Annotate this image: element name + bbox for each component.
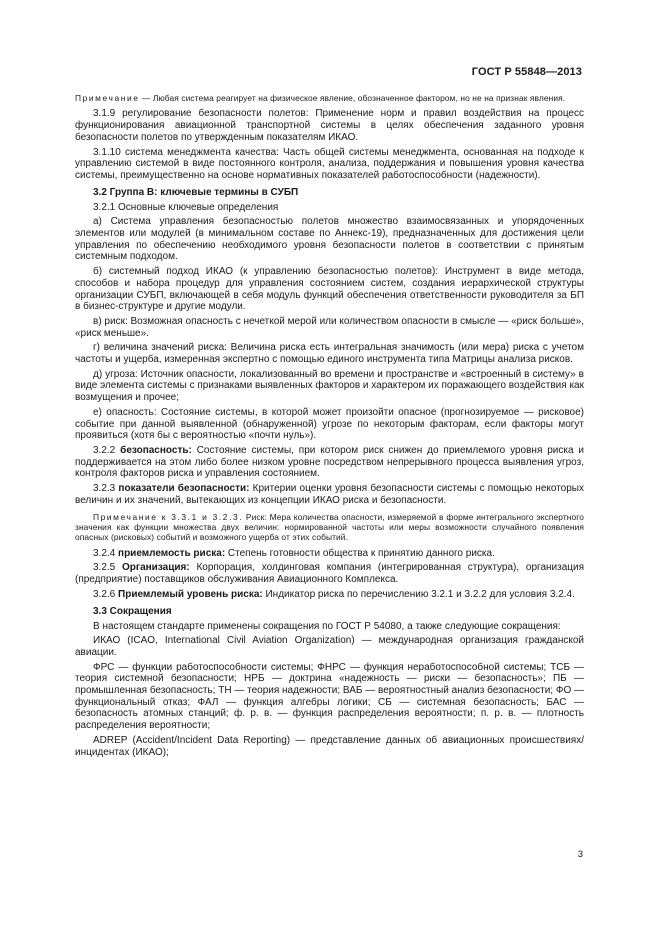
note-label: Примечание xyxy=(75,93,140,103)
page-number: 3 xyxy=(577,849,583,860)
note-label: Примечание к 3.3.1 и 3.2.3. xyxy=(93,511,244,522)
term-definition: Степень готовности общества к принятию данного риска. xyxy=(225,547,495,559)
note-text: — Любая система реагирует на физическое явление, обозначенное фактором, но не на признак явления. xyxy=(139,93,566,103)
list-item-d: д) угроза: Источник опасности, локализованный во времени и пространстве и «встроенный в систему» в виде элемента системы с признаками выявленных факторов и характером их поражающего воздействия как возмущения и прочее; xyxy=(75,368,584,404)
term-definition: Корпорация, холдинговая компания (интегрированная структура), организация (предприятие) поставщиков обслуживания Авиационного Комплекса. xyxy=(75,562,584,586)
definition-3-2-5 xyxy=(75,562,584,585)
abbreviation-icao: ИКАО (ICAO, International Civil Aviation Organization) — международная организация гражданской авиации. xyxy=(75,635,584,658)
document-body xyxy=(75,93,584,758)
list-item-e: е) опасность: Состояние системы, в которой может произойти опасное (прогнозируемое — рисковое) событие при данной выявленной (обнаруженной) угрозе по некоторым факторам, если факторы могут проявиться (хотя бы с вероятностью «почти нуль»). xyxy=(75,406,584,442)
section-3-2-heading: 3.2 Группа В: ключевые термины в СУБП xyxy=(93,186,299,198)
term: Организация: xyxy=(122,562,190,574)
definition-3-2-3 xyxy=(75,483,584,506)
clause-number: 3.2.3 xyxy=(93,483,116,495)
definition-3-1-10: 3.1.10 система менеджмента качества: Часть общей системы менеджмента, основанная на подходе к управлению системой в виде постоянного контроля, анализа, поддержания и повышения уровня качества системы, преимущественно на основе нормативных показателей работоспособности (надежности). xyxy=(75,146,584,181)
note-text: Риск: Мера количества опасности, измеряемой в форме интегрального экспертного значения как функции множества двух величин: нормированной частоты или меры возможности случайного появления опасных (рисковых) событий и возможного ущерба от этих событий. xyxy=(75,511,585,543)
term-definition: Состояние системы, при котором риск снижен до приемлемого уровня риска и поддерживается на этом либо более низком уровне посредством непрерывного процесса выявления угроз, контроля факторов риска и управления состоянием. xyxy=(75,444,585,480)
term: приемлемость риска: xyxy=(118,547,226,559)
list-item-b: б) системный подход ИКАО (к управлению безопасностью полетов): Инструмент в виде метода, способов и набора процедур для управления состоянием систем, создания иерархической структуры организации СУБП, включающей в себя модуль функций обеспечения ответственности руководителя за БП в бизнес-структуре и другие модули. xyxy=(75,266,584,313)
definition-3-2-1: 3.2.1 Основные ключевые определения xyxy=(93,201,279,213)
term: безопасность: xyxy=(120,444,192,456)
term-definition: Критерии оценки уровня безопасности системы с помощью некоторых величин и их значений, вытекающих из концепции ИКАО риска и безопасности. xyxy=(75,483,584,506)
clause-number: 3.2.4 xyxy=(93,547,116,559)
term: показатели безопасности: xyxy=(118,483,250,495)
term: Приемлемый уровень риска: xyxy=(118,588,263,600)
clause-number: 3.2.2 xyxy=(93,444,116,456)
definition-3-2-4 xyxy=(75,548,584,560)
definition-3-2-6 xyxy=(75,589,584,601)
note-paragraph xyxy=(75,93,584,103)
clause-number: 3.2.6 xyxy=(93,588,116,600)
definition-3-2-2 xyxy=(75,445,584,480)
abbreviation-adrep: ADREP (Accident/Incident Data Reporting) — представление данных об авиационных происшествиях/инцидентах (ИКАО); xyxy=(75,734,584,758)
list-item-v: в) риск: Возможная опасность с нечеткой мерой или количеством опасности в смысле — «риск больше», «риск меньше». xyxy=(75,315,584,339)
list-item-a: а) Система управления безопасностью полетов множество взаимосвязанных и упорядоченных элементов или модулей (в минимальном составе по Аннекс-19), предназначенных для достижения цели управления по обеспечению необходимого уровня безопасности полетов в соответствии с принятым системным подходом. xyxy=(75,216,584,263)
section-3-3-heading: 3.3 Сокращения xyxy=(93,605,172,617)
document-id: ГОСТ Р 55848—2013 xyxy=(471,66,582,78)
list-item-g: г) величина значений риска: Величина риска есть интегральная значимость (или мера) риска с учетом частоты и ущерба, измеренная экспертно с помощью единого инструмента типа Матрицы анализа рисков. xyxy=(75,342,584,366)
abbreviations-intro: В настоящем стандарте применены сокращения по ГОСТ Р 54080, а также следующие сокращения: xyxy=(93,620,561,632)
note-paragraph xyxy=(75,512,584,543)
definition-3-1-9: 3.1.9 регулирование безопасности полетов: Применение норм и правил воздействия на процесс функционирования авиационной транспортной системы в целях обеспечения заданного уровня безопасности полетов по утвержденным показателям ИКАО. xyxy=(75,108,584,143)
clause-number: 3.2.5 xyxy=(93,562,116,574)
term-definition: Индикатор риска по перечислению 3.2.1 и 3.2.2 для условия 3.2.4. xyxy=(262,588,575,600)
abbreviation-list: ФРС — функции работоспособности системы; ФНРС — функция неработоспособной системы; ТСБ — теория системной безопасности; НРБ — доктрина «надежность — риски — безопасность»; ПБ — промышленная безопасность; ТН — теория надежности; ВАБ — вероятностный анализ безопасности; ФО — функциональный отказ; ФАЛ — функция алгебры логики; СБ — системная безопасность; БАС — безопасность атомных станций; ф. р. в. — функция распределения вероятности; п. р. в. — плотность распределения вероятности; xyxy=(75,661,585,732)
